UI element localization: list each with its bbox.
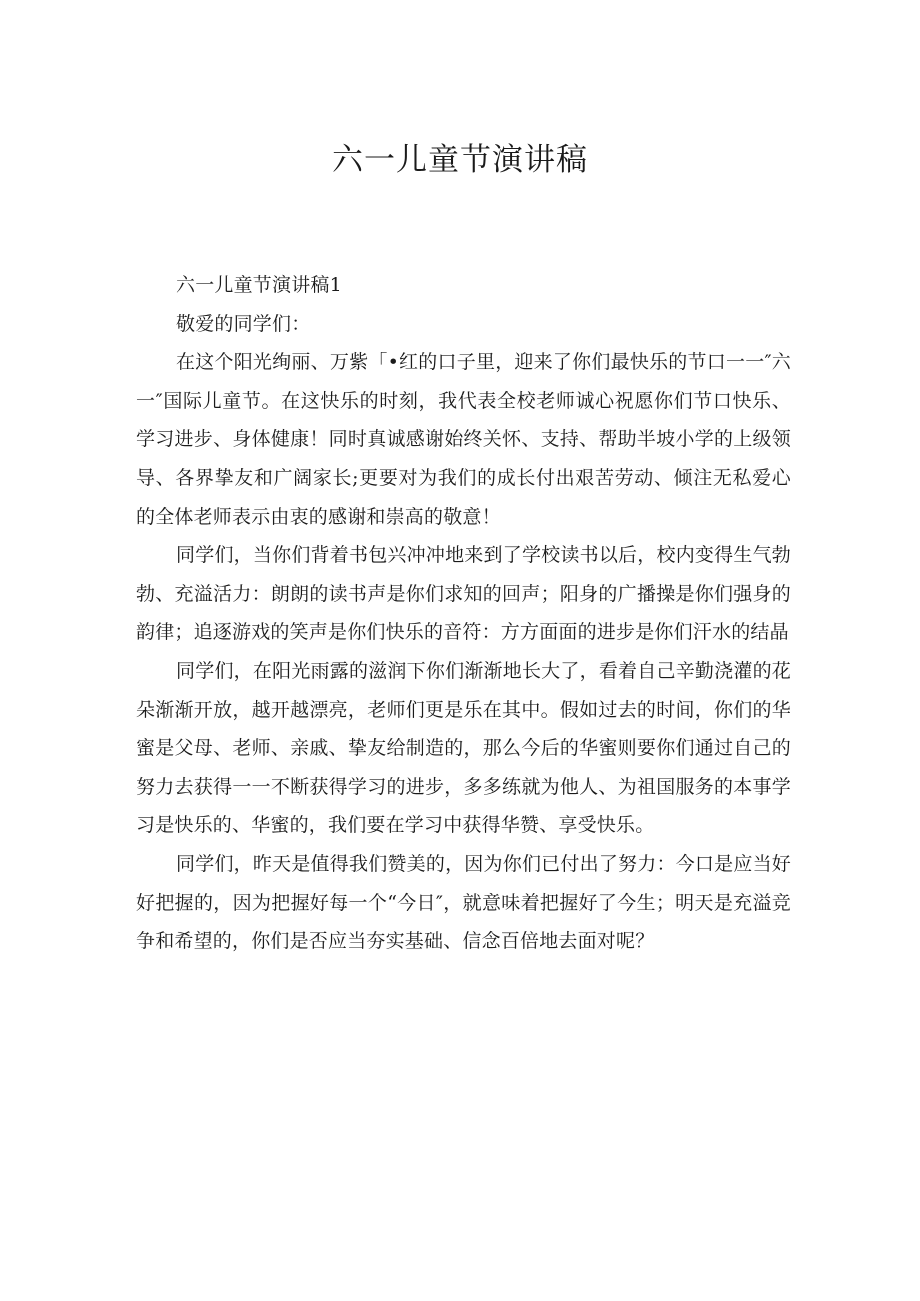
paragraph-3: 同学们，在阳光雨露的滋润下你们渐渐地长大了，看着自己辛勤浇灌的花朵渐渐开放，越开越漂亮，老师们更是乐在其中。假如过去的时间，你们的华蜜是父母、老师、亲戚、挚友给制造的，那么今后的华蜜则要你们通过自己的努力去获得一一不断获得学习的进步，多多练就为他人、为祖国服务的本事学习是快乐的、华蜜的，我们要在学习中获得华赞、享受快乐。 xyxy=(136,659,791,837)
document-body xyxy=(136,266,791,961)
paragraph-4: 同学们，昨天是值得我们赞美的，因为你们已付出了努力：今口是应当好好把握的，因为把握好每一个“今日″，就意味着把握好了今生；明天是充溢竞争和希望的，你们是否应当夯实基础、信念百倍地去面对呢？ xyxy=(136,852,791,953)
section-heading: 六一儿童节演讲稿1 xyxy=(176,274,342,296)
paragraph-1: 在这个阳光绚丽、万紫「•红的口子里，迎来了你们最快乐的节口一一″六一″国际儿童节。在这快乐的时刻，我代表全校老师诚心祝愿你们节口快乐、学习进步、身体健康！同时真诚感谢始终关怀、支持、帮助半坡小学的上级领导、各界挚友和广阔家长;更要对为我们的成长付出艰苦劳动、倾注无私爱心的全体老师表示由衷的感谢和崇高的敬意！ xyxy=(136,351,791,528)
document-title: 六一儿童节演讲稿 xyxy=(332,142,588,178)
greeting-line: 敬爱的同学们： xyxy=(176,312,311,335)
paragraph-2: 同学们，当你们背着书包兴冲冲地来到了学校读书以后，校内变得生气勃勃、充溢活力：朗朗的读书声是你们求知的回声；阳身的广播操是你们强身的韵律；追逐游戏的笑声是你们快乐的音符：方方面面的进步是你们汗水的结晶 xyxy=(136,544,791,644)
